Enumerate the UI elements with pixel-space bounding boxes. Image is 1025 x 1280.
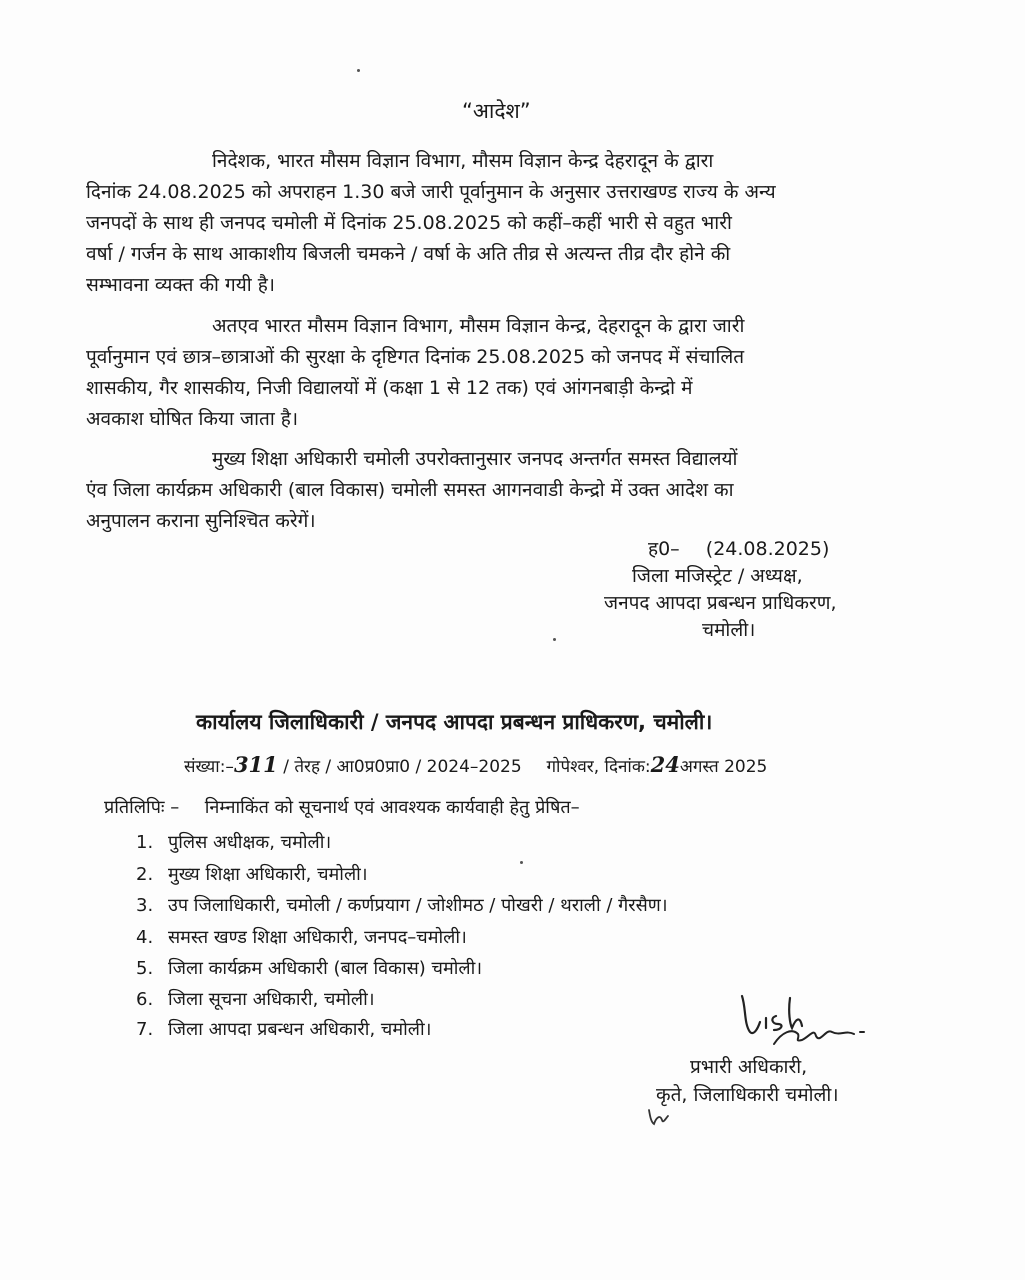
handwritten-signature [736, 988, 876, 1048]
paragraph-line: दिनांक 24.08.2025 को अपराहन 1.30 बजे जारी पूर्वानुमान के अनुसार उत्तराखण्ड राज्य के अन्य [86, 181, 776, 203]
list-text: जिला सूचना अधिकारी, चमोली। [168, 989, 375, 1010]
scan-dot [553, 638, 556, 641]
signatory-office: कृते, जिलाधिकारी चमोली। [656, 1084, 839, 1106]
list-item [136, 830, 331, 854]
list-text: पुलिस अधीक्षक, चमोली। [168, 832, 332, 853]
paragraph-line: अनुपालन कराना सुनिश्चित करेगें। [86, 510, 316, 532]
paragraph-line: सम्भावना व्यक्त की गयी है। [86, 274, 275, 296]
signed-date: (24.08.2025) [705, 538, 830, 560]
paragraph-line: वर्षा / गर्जन के साथ आकाशीय बिजली चमकने / वर्षा के अति तीव्र से अत्यन्त तीव्र दौर होने की [86, 243, 731, 265]
list-item [136, 893, 668, 917]
reference-number: 311 [233, 752, 278, 777]
scan-dot [357, 69, 360, 72]
list-item [136, 987, 375, 1011]
order-paragraph-1 [86, 146, 916, 301]
reference-label: संख्या:– [184, 757, 234, 777]
paragraph-line: जनपदों के साथ ही जनपद चमोली में दिनांक 25.08.2025 को कहीं–कहीं भारी से वहुत भारी [86, 212, 732, 234]
order-paragraph-2 [86, 311, 916, 435]
paragraph-line: मुख्य शिक्षा अधिकारी चमोली उपरोक्तानुसार जनपद अन्तर्गत समस्त विद्यालयों [212, 448, 738, 470]
list-number: 4. [136, 927, 154, 948]
paragraph-line: अतएव भारत मौसम विज्ञान विभाग, मौसम विज्ञान केन्द्र, देहरादून के द्वारा जारी [212, 315, 745, 337]
paragraph-line: अवकाश घोषित किया जाता है। [86, 408, 299, 430]
list-number: 6. [136, 989, 154, 1010]
initial-mark [646, 1106, 670, 1132]
paragraph-line: निदेशक, भारत मौसम विज्ञान विभाग, मौसम विज्ञान केन्द्र देहरादून के द्वारा [212, 150, 714, 172]
list-item [136, 1017, 431, 1041]
date-day: 24 [650, 752, 680, 777]
list-item [136, 956, 482, 980]
copy-to [104, 795, 580, 819]
list-text: उप जिलाधिकारी, चमोली / कर्णप्रयाग / जोशीमठ / पोखरी / थराली / गैरसैण। [168, 895, 668, 916]
order-paragraph-3 [86, 444, 916, 537]
list-text: मुख्य शिक्षा अधिकारी, चमोली। [168, 864, 368, 885]
signatory-designation: प्रभारी अधिकारी, [690, 1056, 808, 1078]
signature-designation: जिला मजिस्ट्रेट / अध्यक्ष, [632, 565, 803, 587]
paragraph-line: शासकीय, गैर शासकीय, निजी विद्यालयों में (कक्षा 1 से 12 तक) एवं आंगनबाड़ी केन्द्रो में [86, 377, 693, 399]
office-title: कार्यालय जिलाधिकारी / जनपद आपदा प्रबन्धन प्राधिकरण, चमोली। [196, 710, 713, 734]
list-text: जिला आपदा प्रबन्धन अधिकारी, चमोली। [168, 1019, 432, 1040]
order-title: “आदेश” [462, 99, 531, 123]
copy-intro: निम्नाकिंत को सूचनार्थ एवं आवश्यक कार्यवाही हेतु प्रेषित– [204, 797, 580, 818]
signature-place: चमोली। [702, 619, 756, 641]
reference-line [184, 752, 767, 777]
list-number: 2. [136, 864, 154, 885]
signature-signed-date [648, 536, 829, 563]
list-number: 5. [136, 958, 154, 979]
list-number: 3. [136, 895, 154, 916]
list-item [136, 925, 467, 949]
list-item [136, 862, 368, 886]
signed-marker: ह0– [648, 538, 680, 560]
copy-label: प्रतिलिपिः – [104, 797, 180, 818]
list-number: 1. [136, 832, 154, 853]
list-text: जिला कार्यक्रम अधिकारी (बाल विकास) चमोली। [168, 958, 483, 979]
scan-dot [520, 861, 523, 864]
signature-authority: जनपद आपदा प्रबन्धन प्राधिकरण, [604, 592, 837, 614]
paragraph-line: पूर्वानुमान एवं छात्र–छात्राओं की सुरक्षा के दृष्टिगत दिनांक 25.08.2025 को जनपद में संचालित [86, 346, 745, 368]
date-rest: अगस्त 2025 [679, 757, 768, 777]
place-date-label: गोपेश्वर, दिनांक: [546, 757, 651, 777]
list-number: 7. [136, 1019, 154, 1040]
paragraph-line: एंव जिला कार्यक्रम अधिकारी (बाल विकास) चमोली समस्त आगनवाडी केन्द्रो में उक्त आदेश का [86, 479, 734, 501]
reference-rest: / तेरह / आ0प्र0प्रा0 / 2024–2025 [283, 757, 522, 777]
list-text: समस्त खण्ड शिक्षा अधिकारी, जनपद–चमोली। [168, 927, 467, 948]
